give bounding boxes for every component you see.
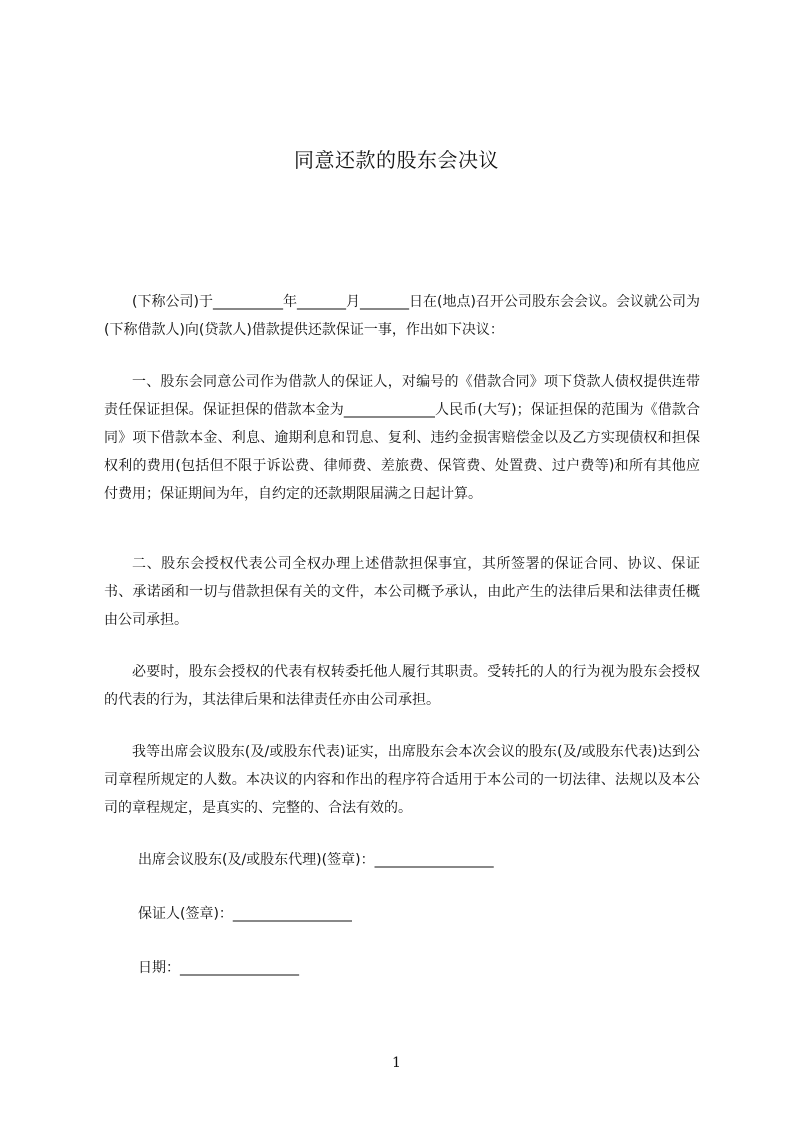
paragraph-resolution-one: 一、股东会同意公司作为借款人的保证人，对编号的《借款合同》项下贷款人债权提供连带责任保证担保。保证担保的借款本金为_____________人民币(大写)；保证担保的范围为《借款合同》项下借款本金、利息、逾期利息和罚息、复利、违约金损害赔偿金以及乙方实现债权和担保权利的费用(包括但不限于诉讼费、律师费、差旅费、保管费、处置费、过户费等)和所有其他应付费用；保证期间为年，自约定的还款期限届满之日起计算。 xyxy=(104,374,700,502)
document-title: 同意还款的股东会决议 xyxy=(294,148,499,172)
paragraph-resolution-two: 二、股东会授权代表公司全权办理上述借款担保事宜，其所签署的保证合同、协议、保证书、承诺函和一切与借款担保有关的文件，本公司概予承认，由此产生的法律后果和法律责任概由公司承担。 xyxy=(104,556,700,628)
paragraph-meeting-intro: (下称公司)于__________年_______月_______日在(地点)召开公司股东会会议。会议就公司为(下称借款人)向(贷款人)借款提供还款保证一事，作出如下决议： xyxy=(104,294,700,338)
signature-line-guarantor: 保证人(签章)：_________________ xyxy=(138,906,352,922)
signature-line-date: 日期：_________________ xyxy=(138,960,299,976)
page-number: 1 xyxy=(392,1055,401,1071)
paragraph-delegation: 必要时，股东会授权的代表有权转委托他人履行其职责。受转托的人的行为视为股东会授权的代表的行为，其法律后果和法律责任亦由公司承担。 xyxy=(104,664,700,708)
signature-line-shareholders: 出席会议股东(及/或股东代理)(签章)：_________________ xyxy=(138,852,494,868)
paragraph-certification: 我等出席会议股东(及/或股东代表)证实，出席股东会本次会议的股东(及/或股东代表)达到公司章程所规定的人数。本决议的内容和作出的程序符合适用于本公司的一切法律、法规以及本公司的章程规定，是真实的、完整的、合法有效的。 xyxy=(104,744,700,816)
